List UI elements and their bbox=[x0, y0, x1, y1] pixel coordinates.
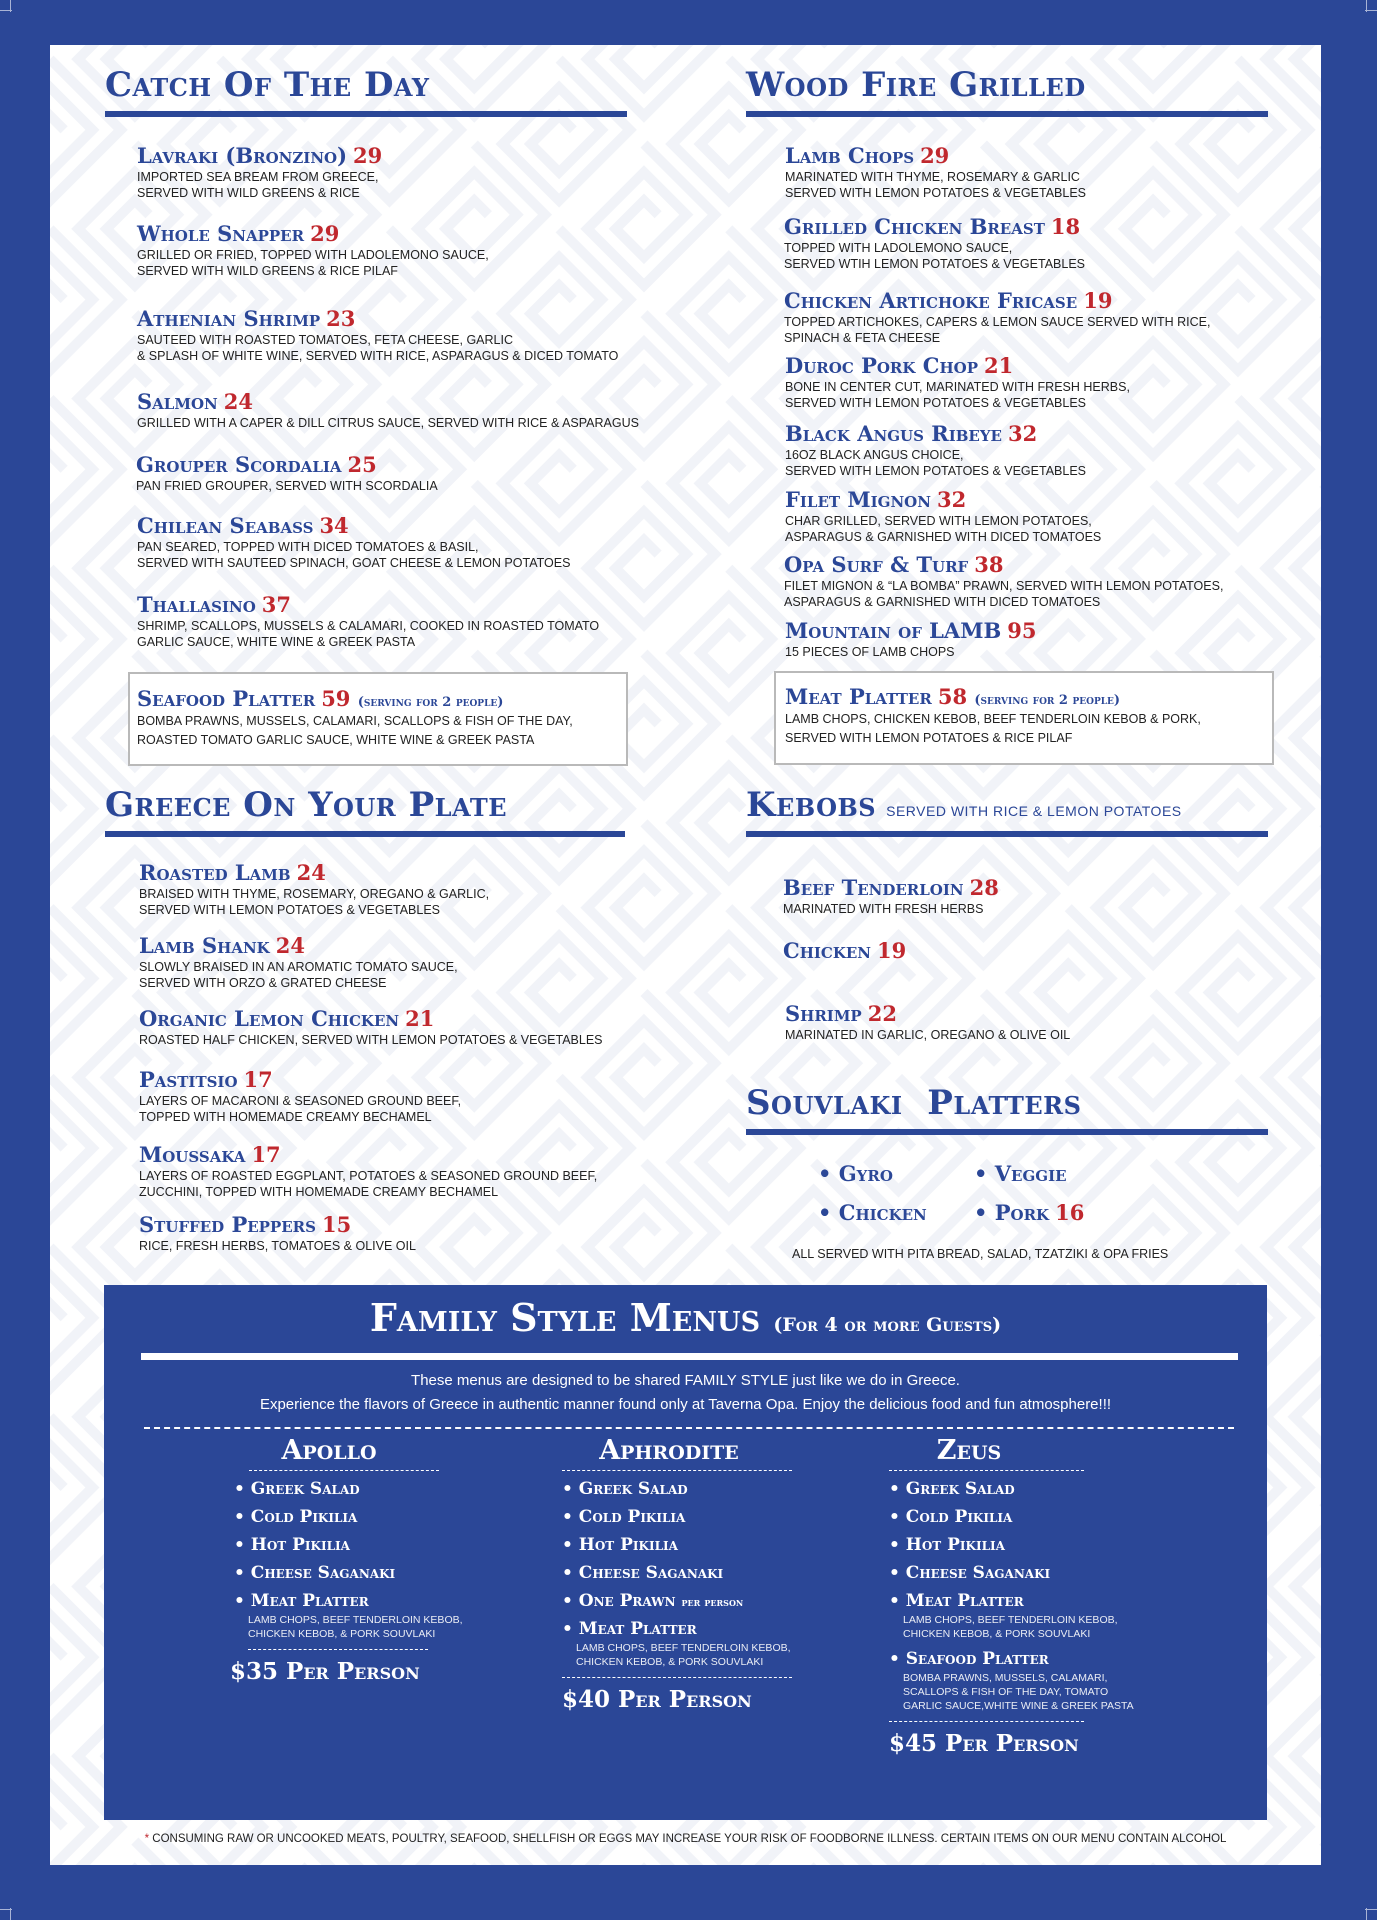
menu-item bbox=[783, 875, 999, 917]
menu-course: • Hot Pikilia bbox=[234, 1535, 350, 1555]
menu-item bbox=[785, 353, 1130, 411]
menu-item bbox=[136, 452, 438, 494]
item-price: 37 bbox=[261, 592, 292, 617]
menu-course: • Greek Salad bbox=[234, 1479, 360, 1499]
item-name: Lamb Chops bbox=[785, 143, 915, 168]
item-name: Thallasino bbox=[137, 592, 256, 617]
item-price: 18 bbox=[1050, 214, 1081, 239]
item-description: MARINATED IN GARLIC, OREGANO & OLIVE OIL bbox=[785, 1028, 1071, 1042]
item-price: 58 bbox=[937, 684, 968, 709]
item-price: 19 bbox=[1083, 288, 1113, 313]
item-name: Shrimp bbox=[785, 1001, 862, 1026]
disclaimer-text: CONSUMING RAW OR UNCOOKED MEATS, POULTRY, SEAFOOD, SHELLFISH OR EGGS MAY INCREASE YOUR RISK OF FOODBORNE ILLNESS. CERTAIN ITEMS ON OUR MENU CONTAIN ALCOHOL bbox=[152, 1833, 1227, 1845]
item-name: Lavraki (Bronzino) bbox=[137, 143, 348, 168]
family-title bbox=[104, 1295, 1267, 1340]
disclaimer-star: * bbox=[144, 1833, 150, 1845]
item-name: Chicken bbox=[783, 938, 872, 963]
menu-item bbox=[784, 552, 1223, 610]
item-price: 28 bbox=[969, 875, 999, 900]
family-title-text: Family Style Menus bbox=[369, 1295, 761, 1340]
dashed-divider bbox=[562, 1470, 792, 1471]
item-name: Seafood Platter bbox=[137, 686, 316, 711]
item-description: BONE IN CENTER CUT, MARINATED WITH FRESH HERBS, SERVED WITH LEMON POTATOES & VEGETABLES bbox=[785, 380, 1130, 410]
menu-page bbox=[50, 45, 1321, 1865]
allergen-disclaimer bbox=[50, 1833, 1321, 1845]
dashed-divider bbox=[248, 1649, 428, 1650]
menu-item bbox=[139, 1006, 603, 1048]
menu-course: • Greek Salad bbox=[562, 1479, 688, 1499]
menu-course: • Meat Platter bbox=[889, 1591, 1024, 1611]
item-price: 17 bbox=[251, 1142, 281, 1167]
course-note: LAMB CHOPS, BEEF TENDERLOIN KEBOB, CHICKEN KEBOB, & PORK SOUVLAKI bbox=[248, 1614, 463, 1640]
souvlaki-option-pork bbox=[974, 1200, 1084, 1225]
catch-of-the-day-section bbox=[105, 65, 627, 117]
item-price: 95 bbox=[1007, 618, 1037, 643]
item-price: 25 bbox=[347, 452, 377, 477]
menu-item bbox=[139, 860, 489, 918]
item-name: Salmon bbox=[137, 389, 218, 414]
per-person-note: per person bbox=[681, 1595, 744, 1609]
kebobs-section bbox=[746, 785, 1268, 837]
item-name: Chicken Artichoke Fricase bbox=[784, 288, 1078, 313]
menu-course: • Cheese Saganaki bbox=[889, 1563, 1051, 1583]
menu-name: Zeus bbox=[936, 1435, 1002, 1466]
wood-fire-grilled-section bbox=[746, 65, 1268, 117]
item-price: 15 bbox=[321, 1212, 352, 1237]
course-note: LAMB CHOPS, BEEF TENDERLOIN KEBOB, CHICKEN KEBOB, & PORK SOUVLAKI bbox=[903, 1614, 1118, 1640]
item-description: MARINATED WITH THYME, ROSEMARY & GARLIC SERVED WITH LEMON POTATOES & VEGETABLES bbox=[785, 170, 1086, 200]
menu-course: • Hot Pikilia bbox=[889, 1535, 1005, 1555]
meat-platter-box bbox=[774, 671, 1274, 765]
menu-item bbox=[137, 306, 618, 364]
item-description: SLOWLY BRAISED IN AN AROMATIC TOMATO SAUCE, SERVED WITH ORZO & GRATED CHEESE bbox=[139, 960, 458, 990]
menu-name: Apollo bbox=[281, 1435, 377, 1466]
section-title bbox=[746, 785, 1268, 825]
menu-course: • Greek Salad bbox=[889, 1479, 1015, 1499]
crop-mark bbox=[10, 0, 11, 12]
item-name: Moussaka bbox=[139, 1142, 246, 1167]
menu-course: • Hot Pikilia bbox=[562, 1535, 678, 1555]
menu-price: $40 Per Person bbox=[562, 1686, 752, 1713]
item-description: CHAR GRILLED, SERVED WITH LEMON POTATOES, ASPARAGUS & GARNISHED WITH DICED TOMATOES bbox=[785, 514, 1102, 544]
item-price: 38 bbox=[974, 552, 1004, 577]
menu-item bbox=[785, 143, 1086, 201]
item-price: 29 bbox=[310, 221, 340, 246]
menu-item bbox=[139, 1067, 461, 1125]
item-price: 32 bbox=[936, 487, 967, 512]
crop-mark bbox=[10, 1908, 11, 1920]
item-name: Grilled Chicken Breast bbox=[784, 214, 1045, 239]
menu-course: • Cheese Saganaki bbox=[562, 1563, 724, 1583]
item-name: Black Angus Ribeye bbox=[785, 421, 1002, 446]
serving-note: (serving for 2 people) bbox=[974, 693, 1121, 708]
family-menu-zeus bbox=[889, 1435, 1134, 1757]
dashed-divider bbox=[144, 1427, 1234, 1429]
section-rule bbox=[746, 831, 1268, 837]
souvlaki-platters-section bbox=[746, 1083, 1268, 1135]
menu-item bbox=[783, 938, 906, 963]
item-description: MARINATED WITH FRESH HERBS bbox=[783, 902, 984, 916]
menu-course: • Meat Platter bbox=[234, 1591, 369, 1611]
item-description: LAYERS OF MACARONI & SEASONED GROUND BEEF, TOPPED WITH HOMEMADE CREAMY BECHAMEL bbox=[139, 1094, 462, 1124]
menu-item bbox=[137, 143, 382, 201]
item-description: RICE, FRESH HERBS, TOMATOES & OLIVE OIL bbox=[139, 1239, 416, 1253]
menu-price: $45 Per Person bbox=[889, 1730, 1079, 1757]
menu-item bbox=[139, 1212, 416, 1254]
section-title: Wood Fire Grilled bbox=[746, 65, 1086, 105]
menu-course: • Cold Pikilia bbox=[889, 1507, 1013, 1527]
section-rule bbox=[105, 831, 625, 837]
item-description: LAYERS OF ROASTED EGGPLANT, POTATOES & SEASONED GROUND BEEF, ZUCCHINI, TOPPED WITH HOMEMADE CREAMY BECHAMEL bbox=[139, 1169, 598, 1199]
item-description: SAUTEED WITH ROASTED TOMATOES, FETA CHEESE, GARLIC & SPLASH OF WHITE WINE, SERVED WITH RICE, ASPARAGUS & DICED TOMATO bbox=[137, 333, 619, 363]
section-rule bbox=[105, 111, 627, 117]
section-title: Souvlaki Platters bbox=[746, 1083, 1082, 1123]
dashed-divider bbox=[889, 1721, 1084, 1722]
souvlaki-option-gyro: • Gyro bbox=[818, 1161, 893, 1186]
souvlaki-option-veggie: • Veggie bbox=[974, 1161, 1067, 1186]
section-rule bbox=[746, 111, 1268, 117]
menu-item bbox=[784, 288, 1210, 346]
serving-note: (serving for 2 people) bbox=[357, 695, 504, 710]
item-price: 22 bbox=[867, 1001, 897, 1026]
menu-item bbox=[785, 618, 1036, 660]
item-price: 34 bbox=[319, 513, 349, 538]
item-name: Beef Tenderloin bbox=[783, 875, 964, 900]
item-price: 59 bbox=[321, 686, 351, 711]
intro-line: Experience the flavors of Greece in authentic manner found only at Taverna Opa. Enjoy the delicious food and fun atmosphere!!! bbox=[259, 1396, 1112, 1413]
family-menu-aphrodite bbox=[562, 1435, 792, 1713]
item-description: ROASTED HALF CHICKEN, SERVED WITH LEMON POTATOES & VEGETABLES bbox=[139, 1033, 603, 1047]
family-rule bbox=[141, 1353, 1238, 1360]
item-description: IMPORTED SEA BREAM FROM GREECE, SERVED WITH WILD GREENS & RICE bbox=[137, 170, 379, 200]
menu-item bbox=[785, 487, 1101, 545]
menu-item bbox=[137, 592, 599, 650]
item-name: Duroc Pork Chop bbox=[785, 353, 978, 378]
item-description: FILET MIGNON & “LA BOMBA” PRAWN, SERVED WITH LEMON POTATOES, ASPARAGUS & GARNISHED WITH DICED TOMATOES bbox=[784, 579, 1224, 609]
section-title: Catch Of The Day bbox=[105, 65, 430, 105]
family-menu-apollo bbox=[230, 1435, 463, 1685]
souvlaki-note: ALL SERVED WITH PITA BREAD, SALAD, TZATZIKI & OPA FRIES bbox=[792, 1247, 1169, 1261]
item-price: 29 bbox=[920, 143, 950, 168]
crop-mark bbox=[1366, 0, 1367, 12]
menu-course: • Cold Pikilia bbox=[562, 1507, 686, 1527]
item-name: Lamb Shank bbox=[139, 933, 270, 958]
menu-item bbox=[137, 221, 489, 279]
item-price: 17 bbox=[243, 1067, 273, 1092]
item-name: Whole Snapper bbox=[137, 221, 305, 246]
section-rule bbox=[746, 1129, 1268, 1135]
item-description: LAMB CHOPS, CHICKEN KEBOB, BEEF TENDERLOIN KEBOB & PORK, SERVED WITH LEMON POTATOES & RICE PILAF bbox=[785, 712, 1201, 745]
menu-item bbox=[137, 389, 639, 431]
greece-on-your-plate-section bbox=[105, 785, 625, 837]
dashed-divider bbox=[249, 1470, 439, 1471]
course-label: • One Prawn bbox=[562, 1591, 676, 1611]
item-price: 24 bbox=[275, 933, 305, 958]
item-description: PAN FRIED GROUPER, SERVED WITH SCORDALIA bbox=[136, 479, 438, 493]
seafood-platter-box bbox=[128, 672, 628, 766]
dashed-divider bbox=[562, 1677, 792, 1678]
item-description: TOPPED WITH LADOLEMONO SAUCE, SERVED WTIH LEMON POTATOES & VEGETABLES bbox=[784, 241, 1085, 271]
menu-item bbox=[785, 1001, 1070, 1043]
course-note: LAMB CHOPS, BEEF TENDERLOIN KEBOB, CHICKEN KEBOB, & PORK SOUVLAKI bbox=[576, 1642, 791, 1668]
item-name: Organic Lemon Chicken bbox=[139, 1006, 400, 1031]
section-subtitle: SERVED WITH RICE & LEMON POTATOES bbox=[886, 803, 1182, 819]
item-name: Stuffed Peppers bbox=[139, 1212, 316, 1237]
item-name: Chilean Seabass bbox=[137, 513, 314, 538]
item-price: 23 bbox=[326, 306, 356, 331]
family-style-menus bbox=[104, 1285, 1267, 1820]
item-description: 15 PIECES OF LAMB CHOPS bbox=[785, 645, 955, 659]
intro-line: These menus are designed to be shared FAMILY STYLE just like we do in Greece. bbox=[411, 1372, 960, 1389]
item-name: Opa Surf & Turf bbox=[784, 552, 969, 577]
menu-price: $35 Per Person bbox=[230, 1658, 420, 1685]
menu-course: • Seafood Platter bbox=[889, 1649, 1049, 1669]
item-name: Athenian Shrimp bbox=[137, 306, 321, 331]
item-description: PAN SEARED, TOPPED WITH DICED TOMATOES & BASIL, SERVED WITH SAUTEED SPINACH, GOAT CHEESE & LEMON POTATOES bbox=[137, 540, 571, 570]
item-name: Pastitsio bbox=[139, 1067, 238, 1092]
item-price: 24 bbox=[296, 860, 326, 885]
section-title: Greece On Your Plate bbox=[105, 785, 507, 825]
item-name: Meat Platter bbox=[785, 684, 932, 709]
menu-course: • Cold Pikilia bbox=[234, 1507, 358, 1527]
item-name: Grouper Scordalia bbox=[136, 452, 342, 477]
family-intro bbox=[104, 1369, 1267, 1417]
item-price: 21 bbox=[405, 1006, 435, 1031]
item-price: 21 bbox=[983, 353, 1014, 378]
item-price: 29 bbox=[353, 143, 383, 168]
item-description: GRILLED OR FRIED, TOPPED WITH LADOLEMONO SAUCE, SERVED WITH WILD GREENS & RICE PILAF bbox=[137, 248, 489, 278]
menu-course: • Meat Platter bbox=[562, 1619, 697, 1639]
menu-item bbox=[139, 1142, 597, 1200]
item-description: SHRIMP, SCALLOPS, MUSSELS & CALAMARI, COOKED IN ROASTED TOMATO GARLIC SAUCE, WHITE WINE & GREEK PASTA bbox=[137, 619, 600, 649]
item-price: 32 bbox=[1007, 421, 1038, 446]
item-price: 19 bbox=[877, 938, 907, 963]
item-description: TOPPED ARTICHOKES, CAPERS & LEMON SAUCE SERVED WITH RICE, SPINACH & FETA CHEESE bbox=[784, 315, 1211, 345]
item-name: Filet Mignon bbox=[785, 487, 931, 512]
course-note: BOMBA PRAWNS, MUSSELS, CALAMARI, SCALLOPS & FISH OF THE DAY, TOMATO GARLIC SAUCE,WHITE WINE & GREEK PASTA bbox=[903, 1672, 1134, 1712]
menu-name: Aphrodite bbox=[599, 1435, 739, 1466]
menu-course: • Cheese Saganaki bbox=[234, 1563, 396, 1583]
item-description: BOMBA PRAWNS, MUSSELS, CALAMARI, SCALLOPS & FISH OF THE DAY, ROASTED TOMATO GARLIC SAUCE, WHITE WINE & GREEK PASTA bbox=[137, 714, 573, 747]
section-title-text: Kebobs bbox=[746, 785, 877, 825]
menu-item bbox=[137, 513, 570, 571]
menu-item bbox=[139, 933, 458, 991]
item-price: 16 bbox=[1055, 1200, 1085, 1225]
menu-item bbox=[785, 421, 1086, 479]
crop-mark bbox=[1366, 1908, 1367, 1920]
menu-course bbox=[562, 1591, 792, 1611]
item-description: BRAISED WITH THYME, ROSEMARY, OREGANO & GARLIC, SERVED WITH LEMON POTATOES & VEGETABLES bbox=[139, 887, 490, 917]
item-description: 16OZ BLACK ANGUS CHOICE, SERVED WITH LEMON POTATOES & VEGETABLES bbox=[785, 448, 1086, 478]
item-description: GRILLED WITH A CAPER & DILL CITRUS SAUCE, SERVED WITH RICE & ASPARAGUS bbox=[137, 416, 639, 430]
menu-item bbox=[784, 214, 1085, 272]
item-name: Roasted Lamb bbox=[139, 860, 291, 885]
souvlaki-option-chicken: • Chicken bbox=[818, 1200, 927, 1225]
option-label: • Pork bbox=[974, 1200, 1050, 1225]
item-name: Mountain of LAMB bbox=[785, 618, 1002, 643]
dashed-divider bbox=[889, 1470, 1084, 1471]
item-price: 24 bbox=[223, 389, 253, 414]
family-subtitle: (For 4 or more Guests) bbox=[773, 1314, 1002, 1336]
